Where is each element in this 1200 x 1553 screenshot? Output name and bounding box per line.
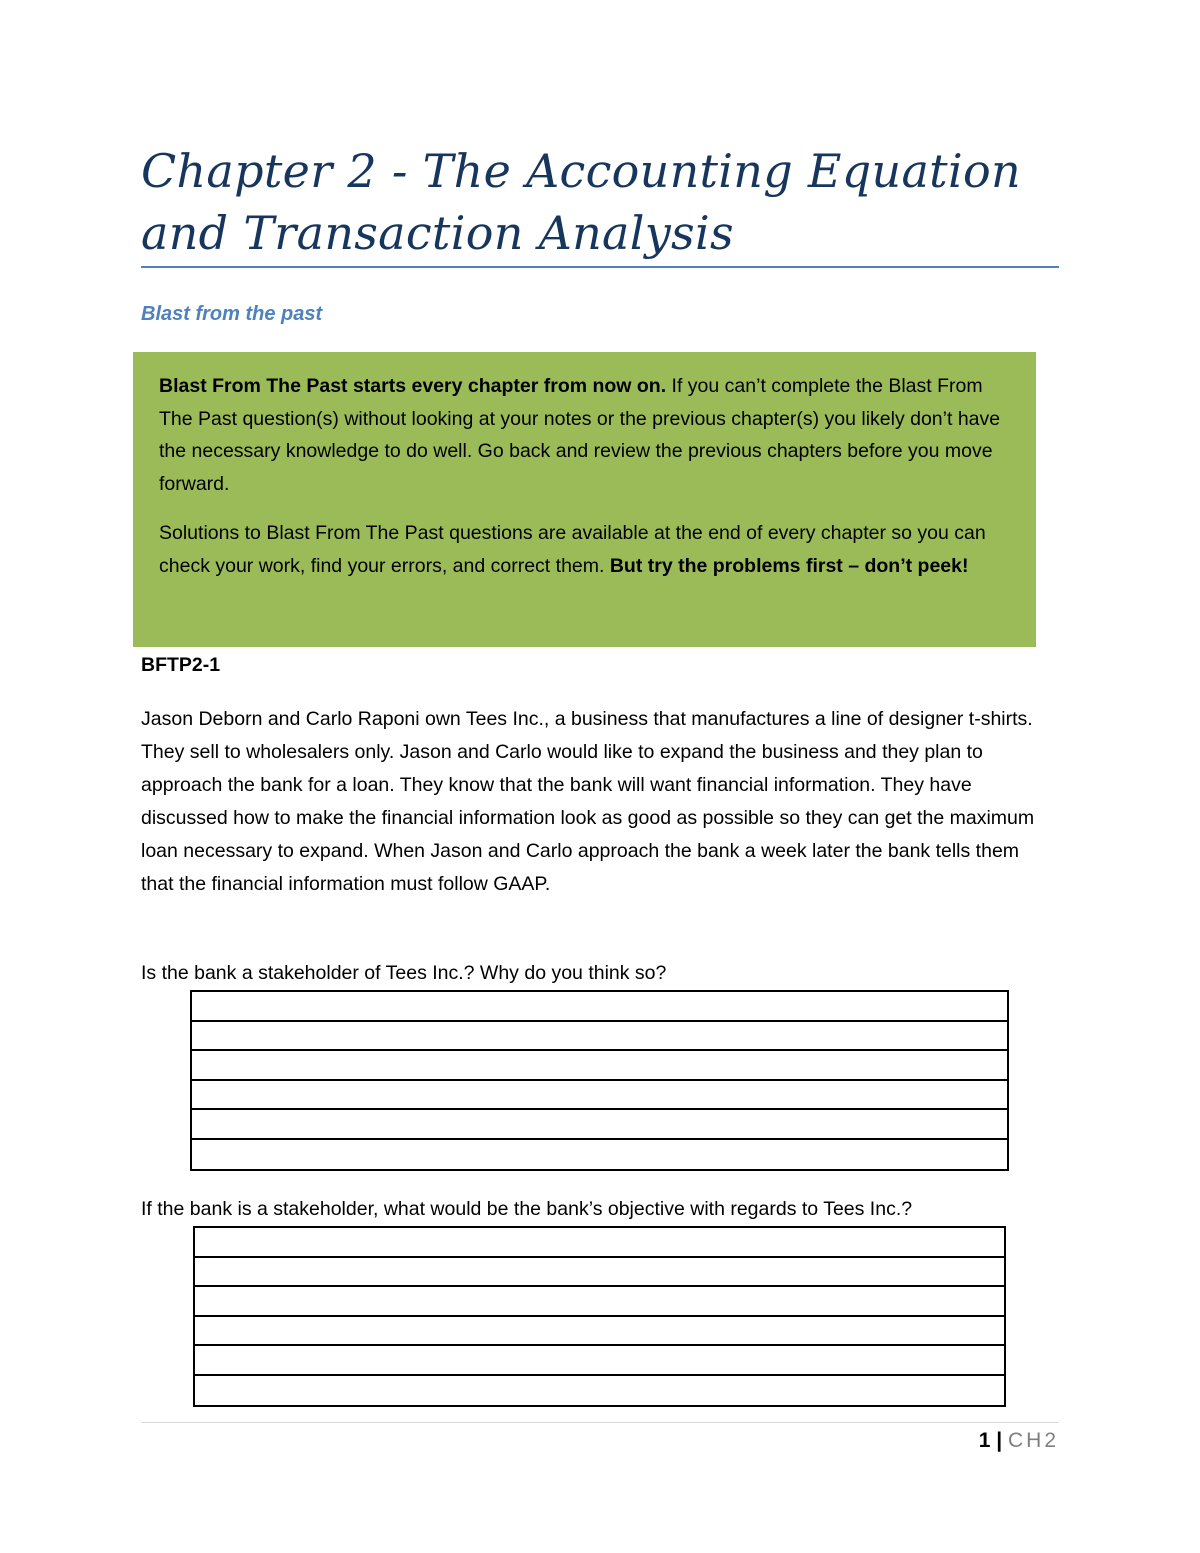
- title-underline: [141, 266, 1059, 268]
- answer-line[interactable]: [192, 1022, 1007, 1052]
- chapter-label: CH2: [1007, 1429, 1059, 1452]
- answer-line[interactable]: [192, 1081, 1007, 1111]
- page-footer: [979, 1429, 1059, 1453]
- callout-paragraph-2: [159, 517, 1010, 582]
- answer-line[interactable]: [192, 992, 1007, 1022]
- answer-line[interactable]: [192, 1051, 1007, 1081]
- question-1: Is the bank a stakeholder of Tees Inc.? Why do you think so?: [141, 962, 667, 984]
- answer-box-1[interactable]: [190, 990, 1009, 1171]
- answer-line[interactable]: [195, 1376, 1004, 1406]
- callout-paragraph-1: [159, 370, 1010, 500]
- section-heading: Blast from the past: [141, 303, 323, 325]
- answer-line[interactable]: [195, 1287, 1004, 1317]
- problem-body: Jason Deborn and Carlo Raponi own Tees Inc., a business that manufactures a line of designer t-shirts. They sell to wholesalers only. Jason and Carlo would like to expand the business and they plan to approach the bank for a loan. They know that the bank will want financial information. They have discussed how to make the financial information look as good as possible so they can get the maximum loan necessary to expand. When Jason and Carlo approach the bank a week later the bank tells them that the financial information must follow GAAP.: [141, 708, 1035, 895]
- callout-bold-tail: But try the problems first – don’t peek!: [609, 554, 969, 577]
- callout-box: [133, 352, 1036, 647]
- callout-text: Solutions to Blast From The Past questions are available at the end of every chapter so you can check your work, find your errors, and correct them.: [159, 522, 986, 577]
- footer-divider: [141, 1422, 1059, 1423]
- footer-separator: |: [996, 1429, 1003, 1452]
- answer-line[interactable]: [192, 1140, 1007, 1170]
- answer-line[interactable]: [195, 1346, 1004, 1376]
- problem-id: BFTP2-1: [141, 654, 221, 676]
- callout-text: If you can’t complete the Blast From The Past question(s) without looking at your notes or the previous chapter(s) you likely don’t have the necessary knowledge to do well. Go back and review the previous chapters before you move forward.: [159, 375, 1001, 495]
- answer-box-2[interactable]: [193, 1226, 1006, 1407]
- answer-line[interactable]: [195, 1258, 1004, 1288]
- answer-line[interactable]: [195, 1317, 1004, 1347]
- answer-line[interactable]: [195, 1228, 1004, 1258]
- page-number: 1: [978, 1429, 991, 1452]
- question-2: If the bank is a stakeholder, what would be the bank’s objective with regards to Tees Inc.?: [141, 1198, 913, 1220]
- chapter-title: Chapter 2 - The Accounting Equation and Transaction Analysis: [141, 144, 1021, 260]
- callout-bold-lead: Blast From The Past starts every chapter from now on.: [159, 375, 667, 397]
- answer-line[interactable]: [192, 1110, 1007, 1140]
